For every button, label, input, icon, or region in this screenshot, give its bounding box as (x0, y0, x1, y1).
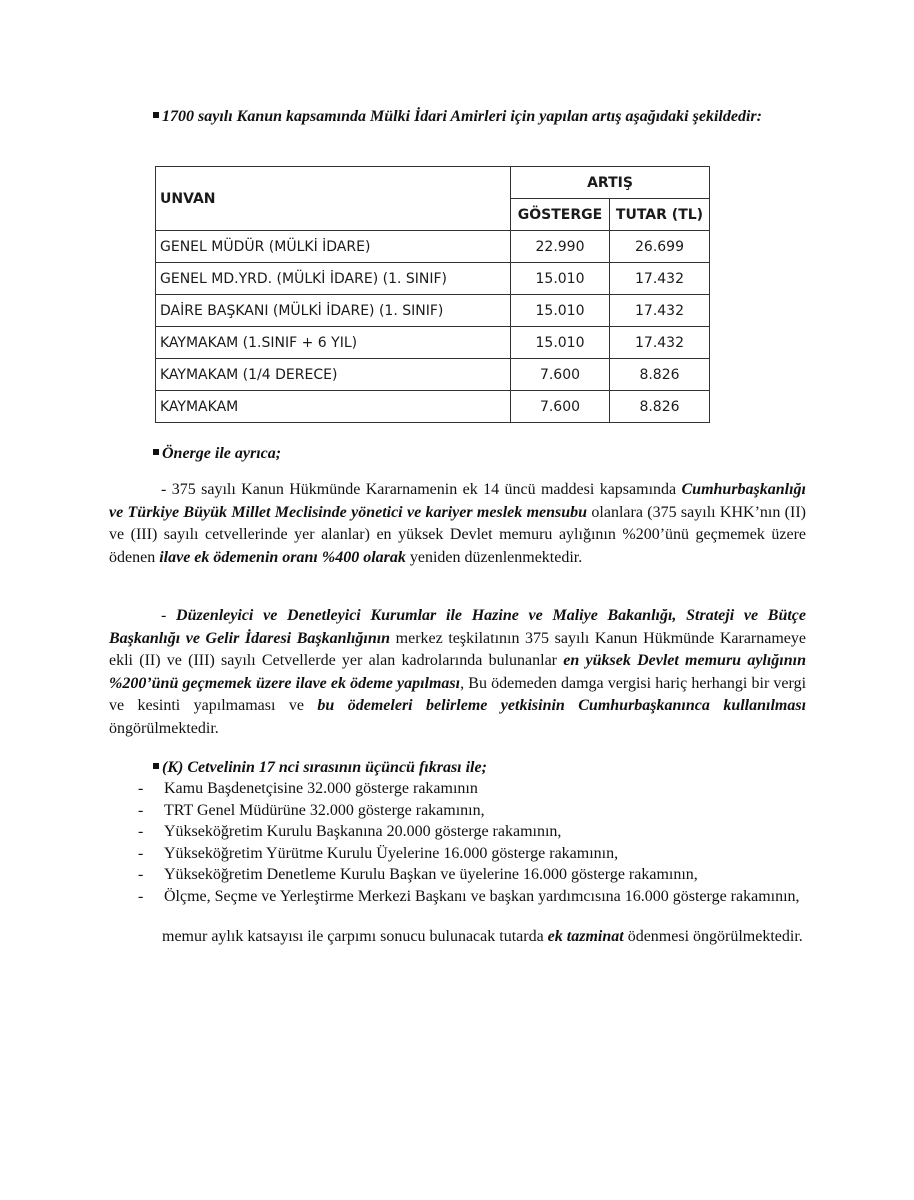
dash-marker: - (138, 866, 144, 883)
dash-marker: - (138, 823, 144, 840)
section2-heading: Önerge ile ayrıca; (109, 443, 806, 466)
paragraph-ek-odeme-375: - 375 sayılı Kanun Hükmünde Kararnamenin ek 14 üncü maddesi kapsamında Cumhurbaşkanlığı ve Türkiye Büyük Millet Meclisinde yönetici ve kariyer meslek mensubu olanlara (375 sayılı KHK’nın (II) ve (III) sayılı cetvellerinde yer alanlar) en yüksek Devlet memuru aylığının %200’ünü geçmemek üzere ödenen ilave ek ödemenin oranı %400 olarak yeniden düzenlenmektedir. (109, 481, 806, 566)
header-gosterge: GÖSTERGE (511, 199, 610, 231)
cell-gosterge: 7.600 (511, 391, 610, 423)
cell-tutar: 17.432 (610, 295, 710, 327)
table-row (156, 263, 710, 295)
dash-marker: - (138, 780, 144, 797)
dash-marker: - (138, 844, 144, 862)
square-bullet-icon (153, 112, 159, 118)
cell-gosterge: 7.600 (511, 359, 610, 391)
table-row (156, 359, 710, 391)
artis-table (155, 166, 710, 423)
section3-heading: (K) Cetvelinin 17 nci sırasının üçüncü fıkrası ile; (109, 757, 806, 780)
cell-unvan: DAİRE BAŞKANI (MÜLKİ İDARE) (1. SINIF) (156, 295, 511, 327)
list-item: - Ölçme, Seçme ve Yerleştirme Merkezi Başkanı ve başkan yardımcısına 16.000 gösterge rakamının, (109, 886, 806, 908)
header-tutar: TUTAR (TL) (610, 199, 710, 231)
list-item: - Yükseköğretim Denetleme Kurulu Başkan ve üyelerine 16.000 gösterge rakamının, (109, 864, 806, 886)
square-bullet-icon (153, 763, 159, 769)
cell-tutar: 17.432 (610, 327, 710, 359)
cell-tutar: 26.699 (610, 231, 710, 263)
paragraph-ek-tazminat: memur aylık katsayısı ile çarpımı sonucu bulunacak tutarda ek tazminat ödenmesi öngörülmektedir. (162, 928, 803, 945)
header-unvan: UNVAN (156, 167, 511, 231)
cell-unvan: GENEL MD.YRD. (MÜLKİ İDARE) (1. SINIF) (156, 263, 511, 295)
square-bullet-icon (153, 449, 159, 455)
list-item: - Kamu Başdenetçisine 32.000 gösterge rakamının (109, 778, 806, 800)
table-row (156, 391, 710, 423)
cell-gosterge: 22.990 (511, 231, 610, 263)
table-row (156, 327, 710, 359)
list-item: - TRT Genel Müdürüne 32.000 gösterge rakamının, (109, 800, 806, 822)
cell-gosterge: 15.010 (511, 295, 610, 327)
paragraph-duzenleyici-kurumlar: - Düzenleyici ve Denetleyici Kurumlar ile Hazine ve Maliye Bakanlığı, Strateji ve Bütçe Başkanlığı ve Gelir İdaresi Başkanlığının merkez teşkilatının 375 sayılı Kanun Hükmünde Kararnameye ekli (II) ve (III) sayılı Cetvellerde yer alan kadrolarında bulunanlar en yüksek Devlet memuru aylığının %200’ünü geçmemek üzere ilave ek ödeme yapılması, Bu ödemeden damga vergisi hariç herhangi bir vergi ve kesinti yapılmaması ve bu ödemeleri belirleme yetkisinin Cumhurbaşkanınca kullanılması öngörülmektedir. (109, 607, 807, 737)
dash-marker: - (138, 801, 144, 819)
cell-tutar: 17.432 (610, 263, 710, 295)
gosterge-list (109, 778, 806, 907)
dash-marker: - (138, 887, 144, 905)
cell-unvan: GENEL MÜDÜR (MÜLKİ İDARE) (156, 231, 511, 263)
list-item: - Yükseköğretim Yürütme Kurulu Üyelerine 16.000 gösterge rakamının, (109, 843, 806, 865)
list-item: - Yükseköğretim Kurulu Başkanına 20.000 gösterge rakamının, (109, 821, 806, 843)
cell-unvan: KAYMAKAM (1/4 DERECE) (156, 359, 511, 391)
cell-unvan: KAYMAKAM (156, 391, 511, 423)
cell-tutar: 8.826 (610, 359, 710, 391)
cell-gosterge: 15.010 (511, 327, 610, 359)
section1-heading: 1700 sayılı Kanun kapsamında Mülki İdari Amirleri için yapılan artış aşağıdaki şekildedir: (109, 106, 806, 129)
cell-unvan: KAYMAKAM (1.SINIF + 6 YIL) (156, 327, 511, 359)
header-artis: ARTIŞ (511, 167, 710, 199)
table-row (156, 231, 710, 263)
cell-tutar: 8.826 (610, 391, 710, 423)
cell-gosterge: 15.010 (511, 263, 610, 295)
table-row (156, 295, 710, 327)
